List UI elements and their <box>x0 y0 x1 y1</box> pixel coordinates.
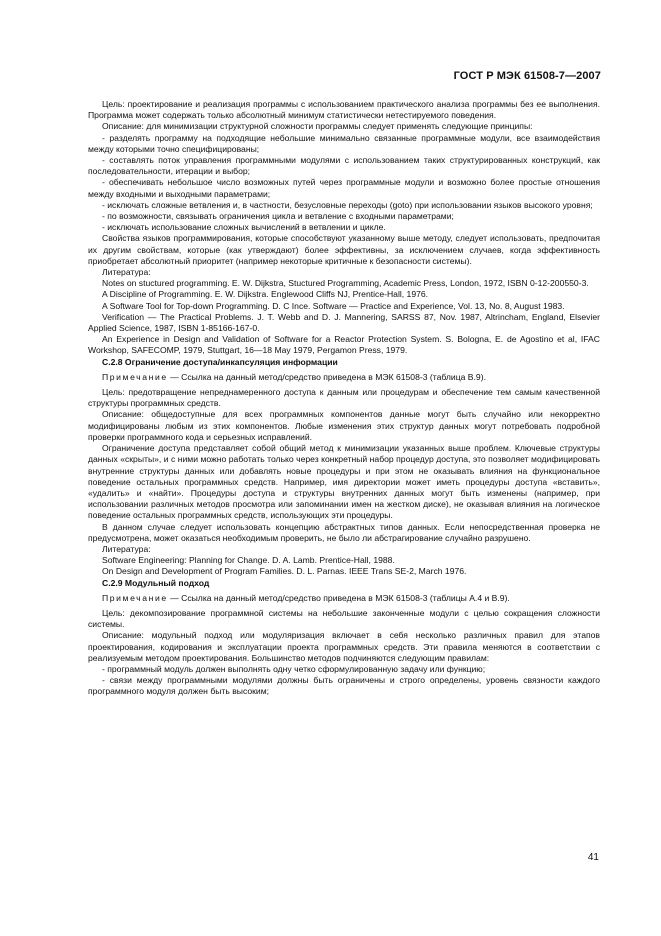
list-item: - исключать использование сложных вычислений в ветвлении и цикле. <box>102 222 386 233</box>
section-heading: С.2.9 Модульный подход <box>102 577 210 588</box>
paragraph: Цель: проектирование и реализация программы с использованием практического анализа программы без ее выполнения. Программа может содержать только абсолютный минимум статистически нетестируемого поведения. <box>88 99 600 121</box>
note-label: Примечание <box>102 371 168 382</box>
reference: A Software Tool for Top-down Programming. D. C Ince. Software — Practice and Experience, Vol. 13, No. 8, August 1983. <box>102 300 565 311</box>
page-number: 41 <box>587 852 599 863</box>
list-item: - по возможности, связывать ограничения цикла и ветвление с входными параметрами; <box>102 211 454 222</box>
list-item: - исключать сложные ветвления и, в частности, безусловные переходы (goto) при использовании языков высокого уровня; <box>102 199 593 210</box>
reference: Software Engineering: Planning for Change. D. A. Lamb. Prentice-Hall, 1988. <box>102 555 395 566</box>
paragraph: Описание: для минимизации структурной сложности программы следует применять следующие принципы: <box>102 121 533 132</box>
list-item: - разделять программу на подходящие небольшие минимально связанные программные модули, все взаимодействия между которыми точно специфицированы; <box>88 132 600 154</box>
paragraph: Цель: предотвращение непреднамеренного доступа к данным или процедурам и обеспечение тем самым качественной структуры программных средств. <box>88 387 600 409</box>
reference: A Discipline of Programming. E. W. Dijkstra. Englewood Cliffs NJ, Prentice-Hall, 1976. <box>102 289 429 300</box>
literature-label: Литература: <box>102 267 151 278</box>
list-item: - обеспечивать небольшое число возможных путей через программные модули и возможно более простые отношения между входными и выходными параметрами; <box>88 177 600 199</box>
reference: On Design and Development of Program Families. D. L. Parnas. IEEE Trans SE-2, March 1976. <box>102 566 467 577</box>
note <box>88 372 600 383</box>
list-item: - составлять поток управления программными модулями с использованием таких структурированных конструкций, как последовательности, итерации и выбор; <box>88 155 600 177</box>
paragraph: В данном случае следует использовать концепцию абстрактных типов данных. Если непосредственная проверка не предусмотрена, может оказаться необходимым проверить, не было ли абстрагирование случайно разрушено. <box>88 521 600 543</box>
document-header: ГОСТ Р МЭК 61508-7—2007 <box>453 70 601 82</box>
literature-label: Литература: <box>102 543 151 554</box>
section-heading: С.2.8 Ограничение доступа/инкапсуляция информации <box>102 356 338 367</box>
note-text: — Ссылка на данный метод/средство приведена в МЭК 61508-3 (таблицы А.4 и В.9). <box>167 592 510 603</box>
paragraph: Цель: декомпозирование программной системы на небольшие законченные модули с целью сокращения сложности системы. <box>88 607 600 630</box>
reference: Notes on stuctured programming. E. W. Dijkstra, Stuctured Programming, Academic Press, London, 1972, ISBN 0-12-200550-3. <box>102 278 589 289</box>
paragraph: Описание: модульный подход или модуляризация включает в себя несколько различных правил для этапов проектирования, кодирования и эксплуатации проекта программных средств. Эти правила меняются в соответствии с реализуемым методом проектирования. Большинство методов подчиняются следующим правилам: <box>88 630 600 663</box>
note-label: Примечание <box>102 592 168 603</box>
list-item: - программный модуль должен выполнять одну четко сформулированную задачу или функцию; <box>102 663 486 674</box>
paragraph: Свойства языков программирования, которые способствуют указанному выше методу, следует использовать, предпочитая их другим свойствам, которые (как утверждают) более эффективны, за исключением случаев, когда эффективность приобретает абсолютный приоритет (например некоторые критичные к безопасности системы). <box>88 233 600 266</box>
reference: Verification — The Practical Problems. J. T. Webb and D. J. Mannering, SARSS 87, Nov. 1987, Altrincham, England, Elsevier Applied Science, 1987, ISBN 1-85166-167-0. <box>88 311 600 334</box>
list-item: - связи между программными модулями должны быть ограничены и строго определены, уровень связности каждого программного модуля должен быть высоким; <box>88 675 600 697</box>
page-body <box>88 99 600 698</box>
note <box>88 593 600 604</box>
paragraph: Ограничение доступа представляет собой общий метод к минимизации указанных выше проблем. Ключевые структуры данных «скрыты», и с ними можно работать только через конкретный набор процедур доступа, это позволяет модифицировать внутренние структуры данных или добавлять новые процедуры и при этом не оказывать влияния на функциональное поведение остальных программных средств. Например, имя директории может иметь процедуры доступа «вставить», «удалить» и «найти». Процедуры доступа и структуры внутренних данных могут быть изменены (например, при использовании различных методов просмотра или запоминании имен на жестком диске), не оказывая влияния на логическое поведение остальных программных средств, использующих эти процедуры. <box>88 443 600 521</box>
paragraph: Описание: общедоступные для всех программных компонентов данные могут быть случайно или некорректно модифицированы любым из этих компонентов. Любые изменения этих структур данных могут потребовать подробной проверки программного кода и серьезных исправлений. <box>88 409 600 442</box>
reference: An Experience in Design and Validation of Software for a Reactor Protection System. S. Bologna, E. de Agostino et al, IFAC Workshop, SAFECOMP, 1979, Stuttgart, 16—18 May 1979, Pergamon Press, 1979. <box>88 334 600 356</box>
note-text: — Ссылка на данный метод/средство приведена в МЭК 61508-3 (таблица В.9). <box>167 371 486 382</box>
